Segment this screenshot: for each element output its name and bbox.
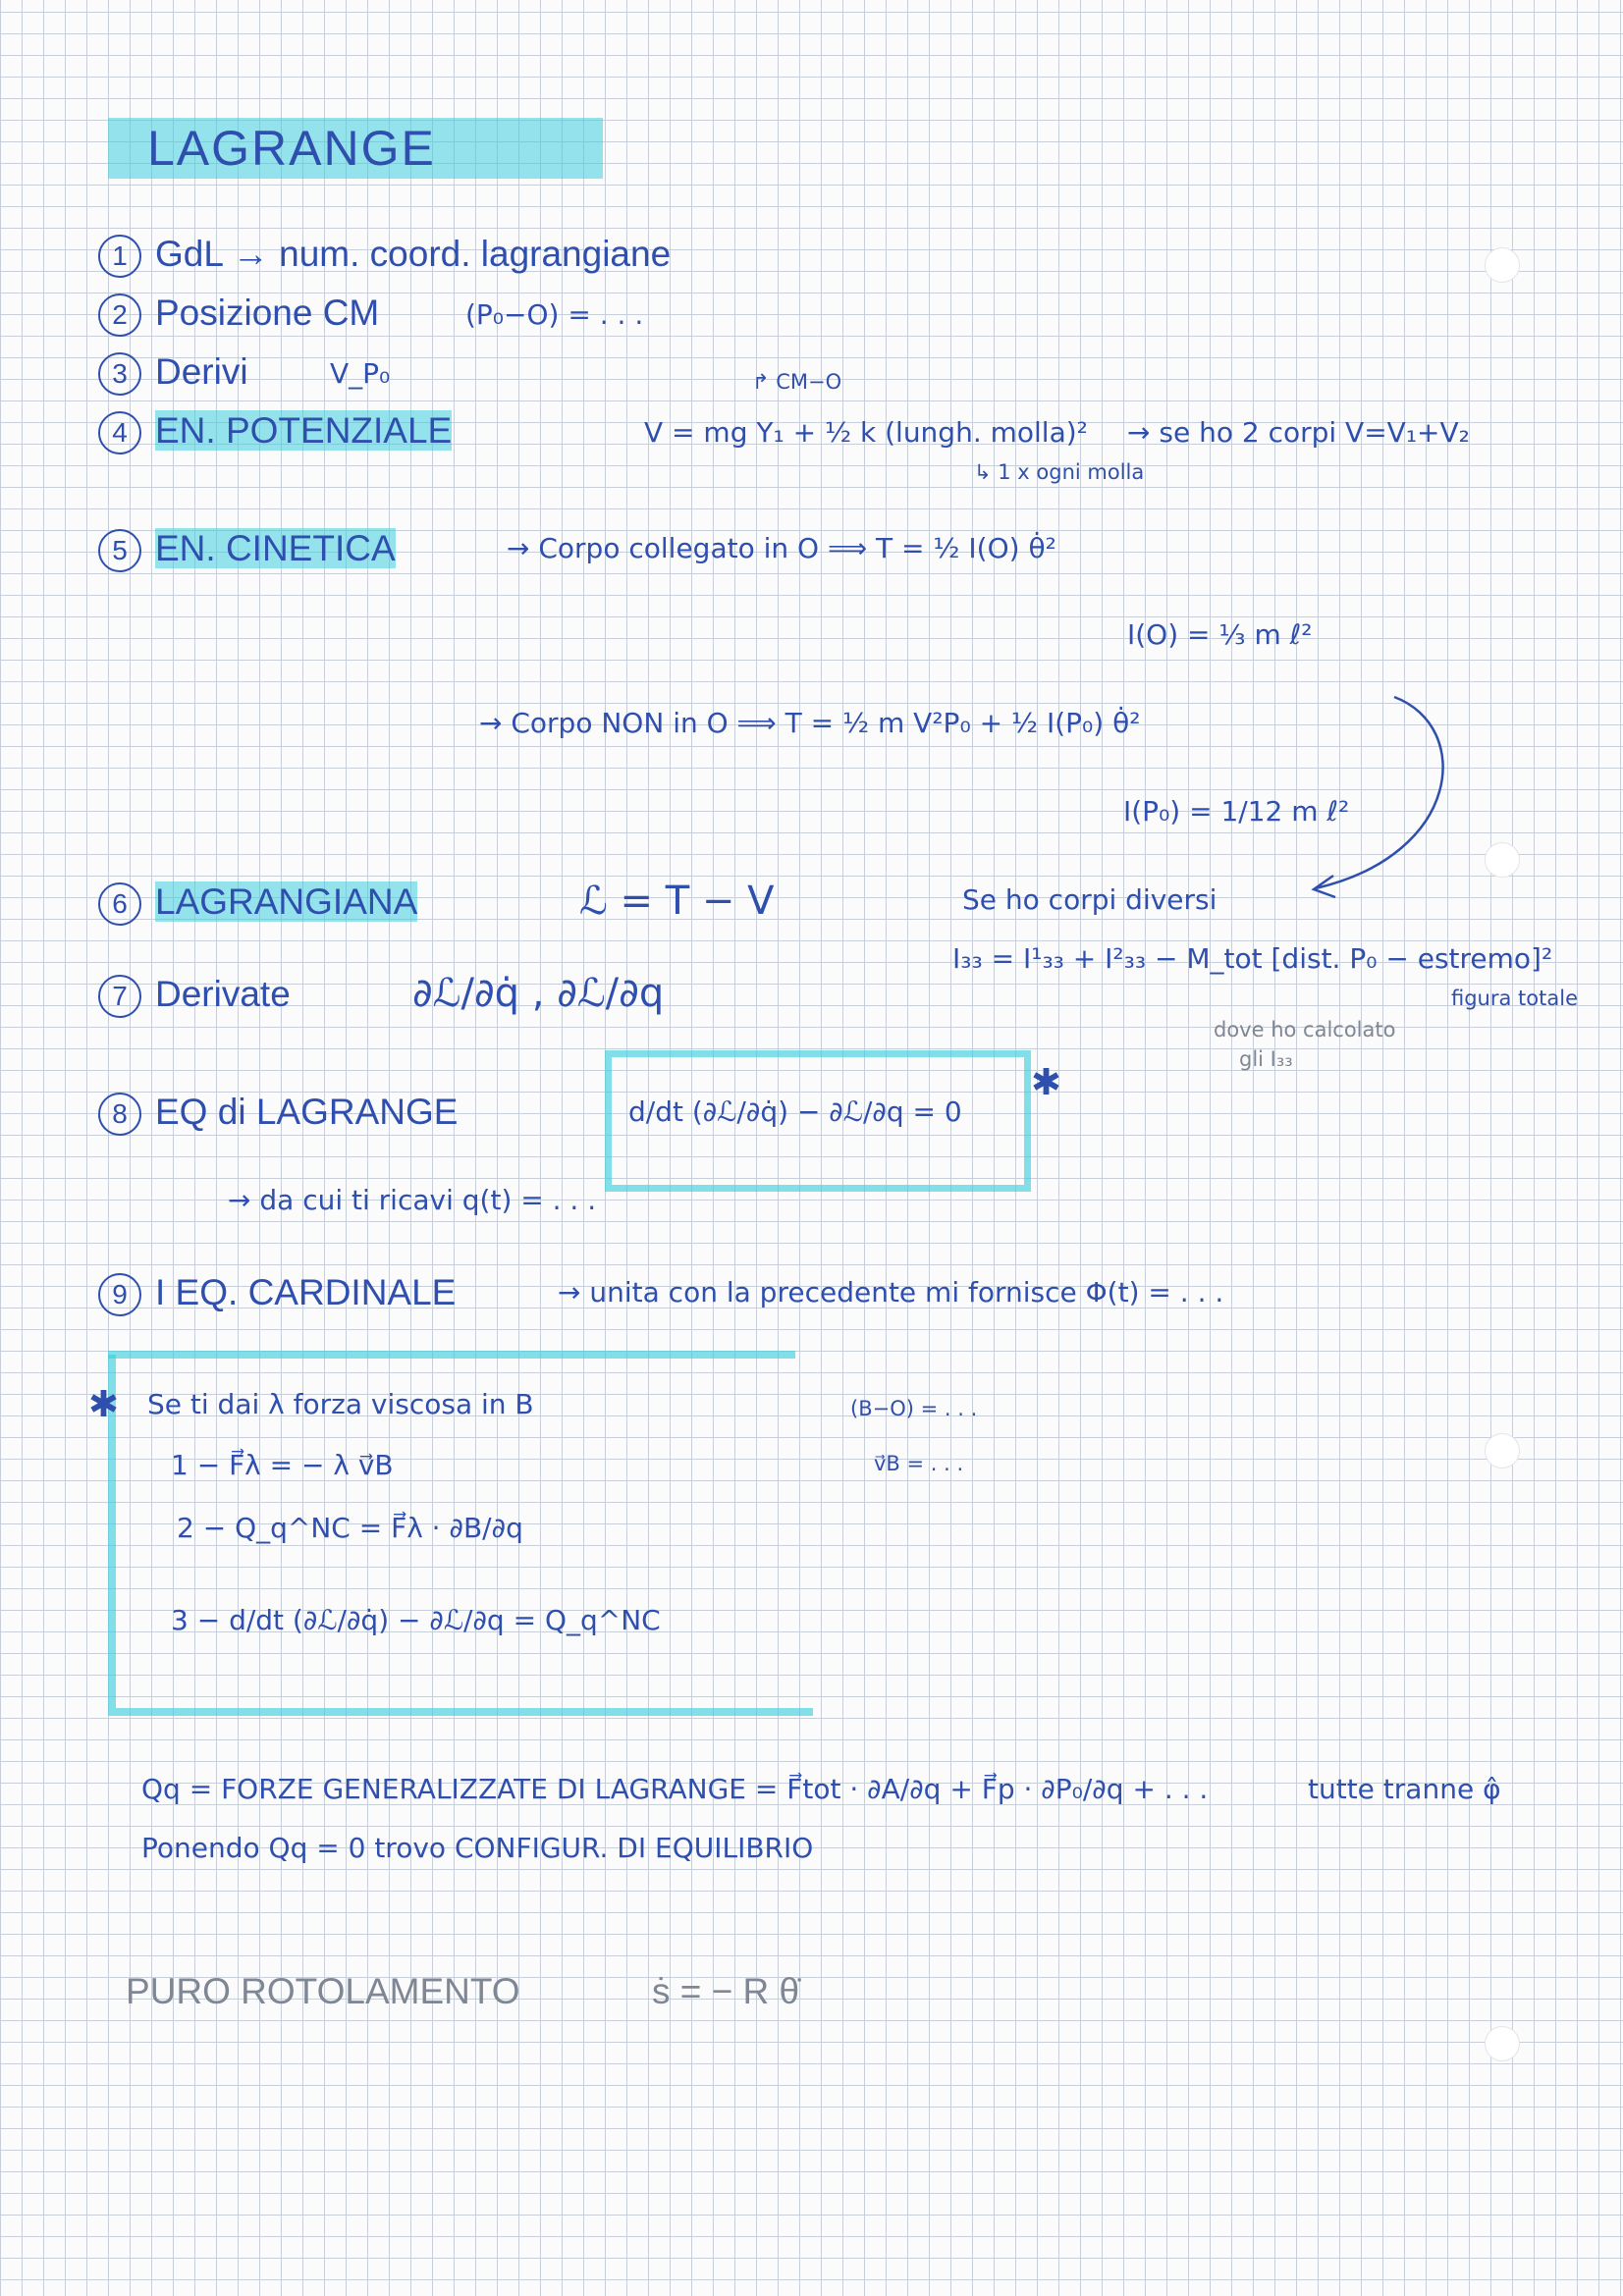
step-text: EQ di LAGRANGE [155,1092,459,1132]
step-text: Derivi [155,351,248,392]
step-text: LAGRANGIANA [155,881,418,922]
cm-position-formula: (P₀−O) = . . . [465,298,644,331]
page-title: LAGRANGE [108,118,603,179]
kinetic-case-1: → Corpo collegato in O ⟹ T = ½ I(O) θ̇² [507,532,1056,564]
step-text: EN. CINETICA [155,528,396,568]
spring-note: ↳ 1 x ogni molla [974,460,1145,484]
side-note-title: Se ho corpi diversi [962,883,1217,916]
binder-hole-3 [1485,1433,1520,1468]
binder-hole-2 [1485,842,1520,878]
step-8 [98,1090,458,1136]
viscous-step-1: 1 − F⃗λ = − λ v⃗B [171,1449,394,1481]
step-number: 6 [98,882,141,926]
curved-arrow-icon [1217,687,1473,913]
two-bodies-note: → se ho 2 corpi V=V₁+V₂ [1127,416,1470,449]
pure-rolling-label: PURO ROTOLAMENTO [126,1971,520,2011]
step-9 [98,1270,456,1316]
step-number: 3 [98,352,141,396]
step-3 [98,349,248,396]
equilibrium-note: Ponendo Qq = 0 trovo CONFIGUR. DI EQUILIBRIO [141,1832,814,1864]
binder-hole-4 [1485,2026,1520,2061]
viscous-step-2: 2 − Q_q^NC = F⃗λ · ∂B/∂q [177,1512,523,1544]
side-note-formula: I₃₃ = I¹₃₃ + I²₃₃ − M_tot [dist. P₀ − estremo]² [952,942,1553,975]
step-number: 4 [98,411,141,454]
b-o-vector: (B−O) = . . . [850,1397,978,1420]
velocity-formula: V_P₀ [330,357,391,390]
inertia-o: I(O) = ⅓ m ℓ² [1127,618,1313,651]
step-1 [98,232,671,278]
pure-rolling-formula: ṡ = − R θ̇ [652,1971,800,2011]
step-5 [98,526,396,572]
step-text: GdL → num. coord. lagrangiane [155,234,672,274]
step-4 [98,408,452,454]
side-note-sub: figura totale [1451,987,1578,1010]
generalized-forces-tail: tutte tranne φ̂ [1308,1773,1501,1805]
step-7 [98,972,291,1018]
lagrangian-formula: ℒ = T − V [579,879,775,924]
star-marker-icon: ✱ [1031,1062,1062,1102]
kinetic-case-2: → Corpo NON in O ⟹ T = ½ m V²P₀ + ½ I(P₀) θ̇² [479,707,1141,739]
step-text: EN. POTENZIALE [155,410,453,451]
step-text: Derivate [155,974,291,1014]
step-6 [98,880,417,926]
step-number: 1 [98,235,141,278]
viscous-step-3: 3 − d/dt (∂ℒ/∂q̇) − ∂ℒ/∂q = Q_q^NC [171,1604,661,1636]
vb-vector: v⃗B = . . . [874,1452,964,1475]
generalized-forces: Qq = FORZE GENERALIZZATE DI LAGRANGE = F⃗tot · ∂A/∂q + F⃗p · ∂P₀/∂q + . . . [141,1773,1209,1805]
step-number: 2 [98,294,141,337]
inertia-p0: I(P₀) = 1/12 m ℓ² [1123,795,1350,828]
step-9-followup: → unita con la precedente mi fornisce Φ(t) = . . . [558,1276,1224,1308]
viscous-force-heading: Se ti dai λ forza viscosa in B [147,1388,534,1420]
step-number: 7 [98,975,141,1018]
step-text: Posizione CM [155,293,380,333]
binder-hole-1 [1485,247,1520,283]
step-8-followup: → da cui ti ricavi q(t) = . . . [228,1184,597,1216]
step-text: I EQ. CARDINALE [155,1272,457,1312]
step-number: 8 [98,1093,141,1136]
step-number: 5 [98,529,141,572]
step-number: 9 [98,1273,141,1316]
lagrange-equation: d/dt (∂ℒ/∂q̇) − ∂ℒ/∂q = 0 [628,1095,962,1128]
potential-energy-formula: V = mg Y₁ + ½ k (lungh. molla)² [644,416,1088,449]
derivatives-formula: ∂ℒ/∂q̇ , ∂ℒ/∂q [412,971,665,1016]
star-box-marker-icon: ✱ [88,1384,120,1424]
cm-o-note: ↱ CM−O [752,370,842,394]
side-note-line2: dove ho calcolato [1214,1018,1396,1041]
step-2 [98,291,379,337]
side-note-line3: gli I₃₃ [1239,1047,1293,1071]
